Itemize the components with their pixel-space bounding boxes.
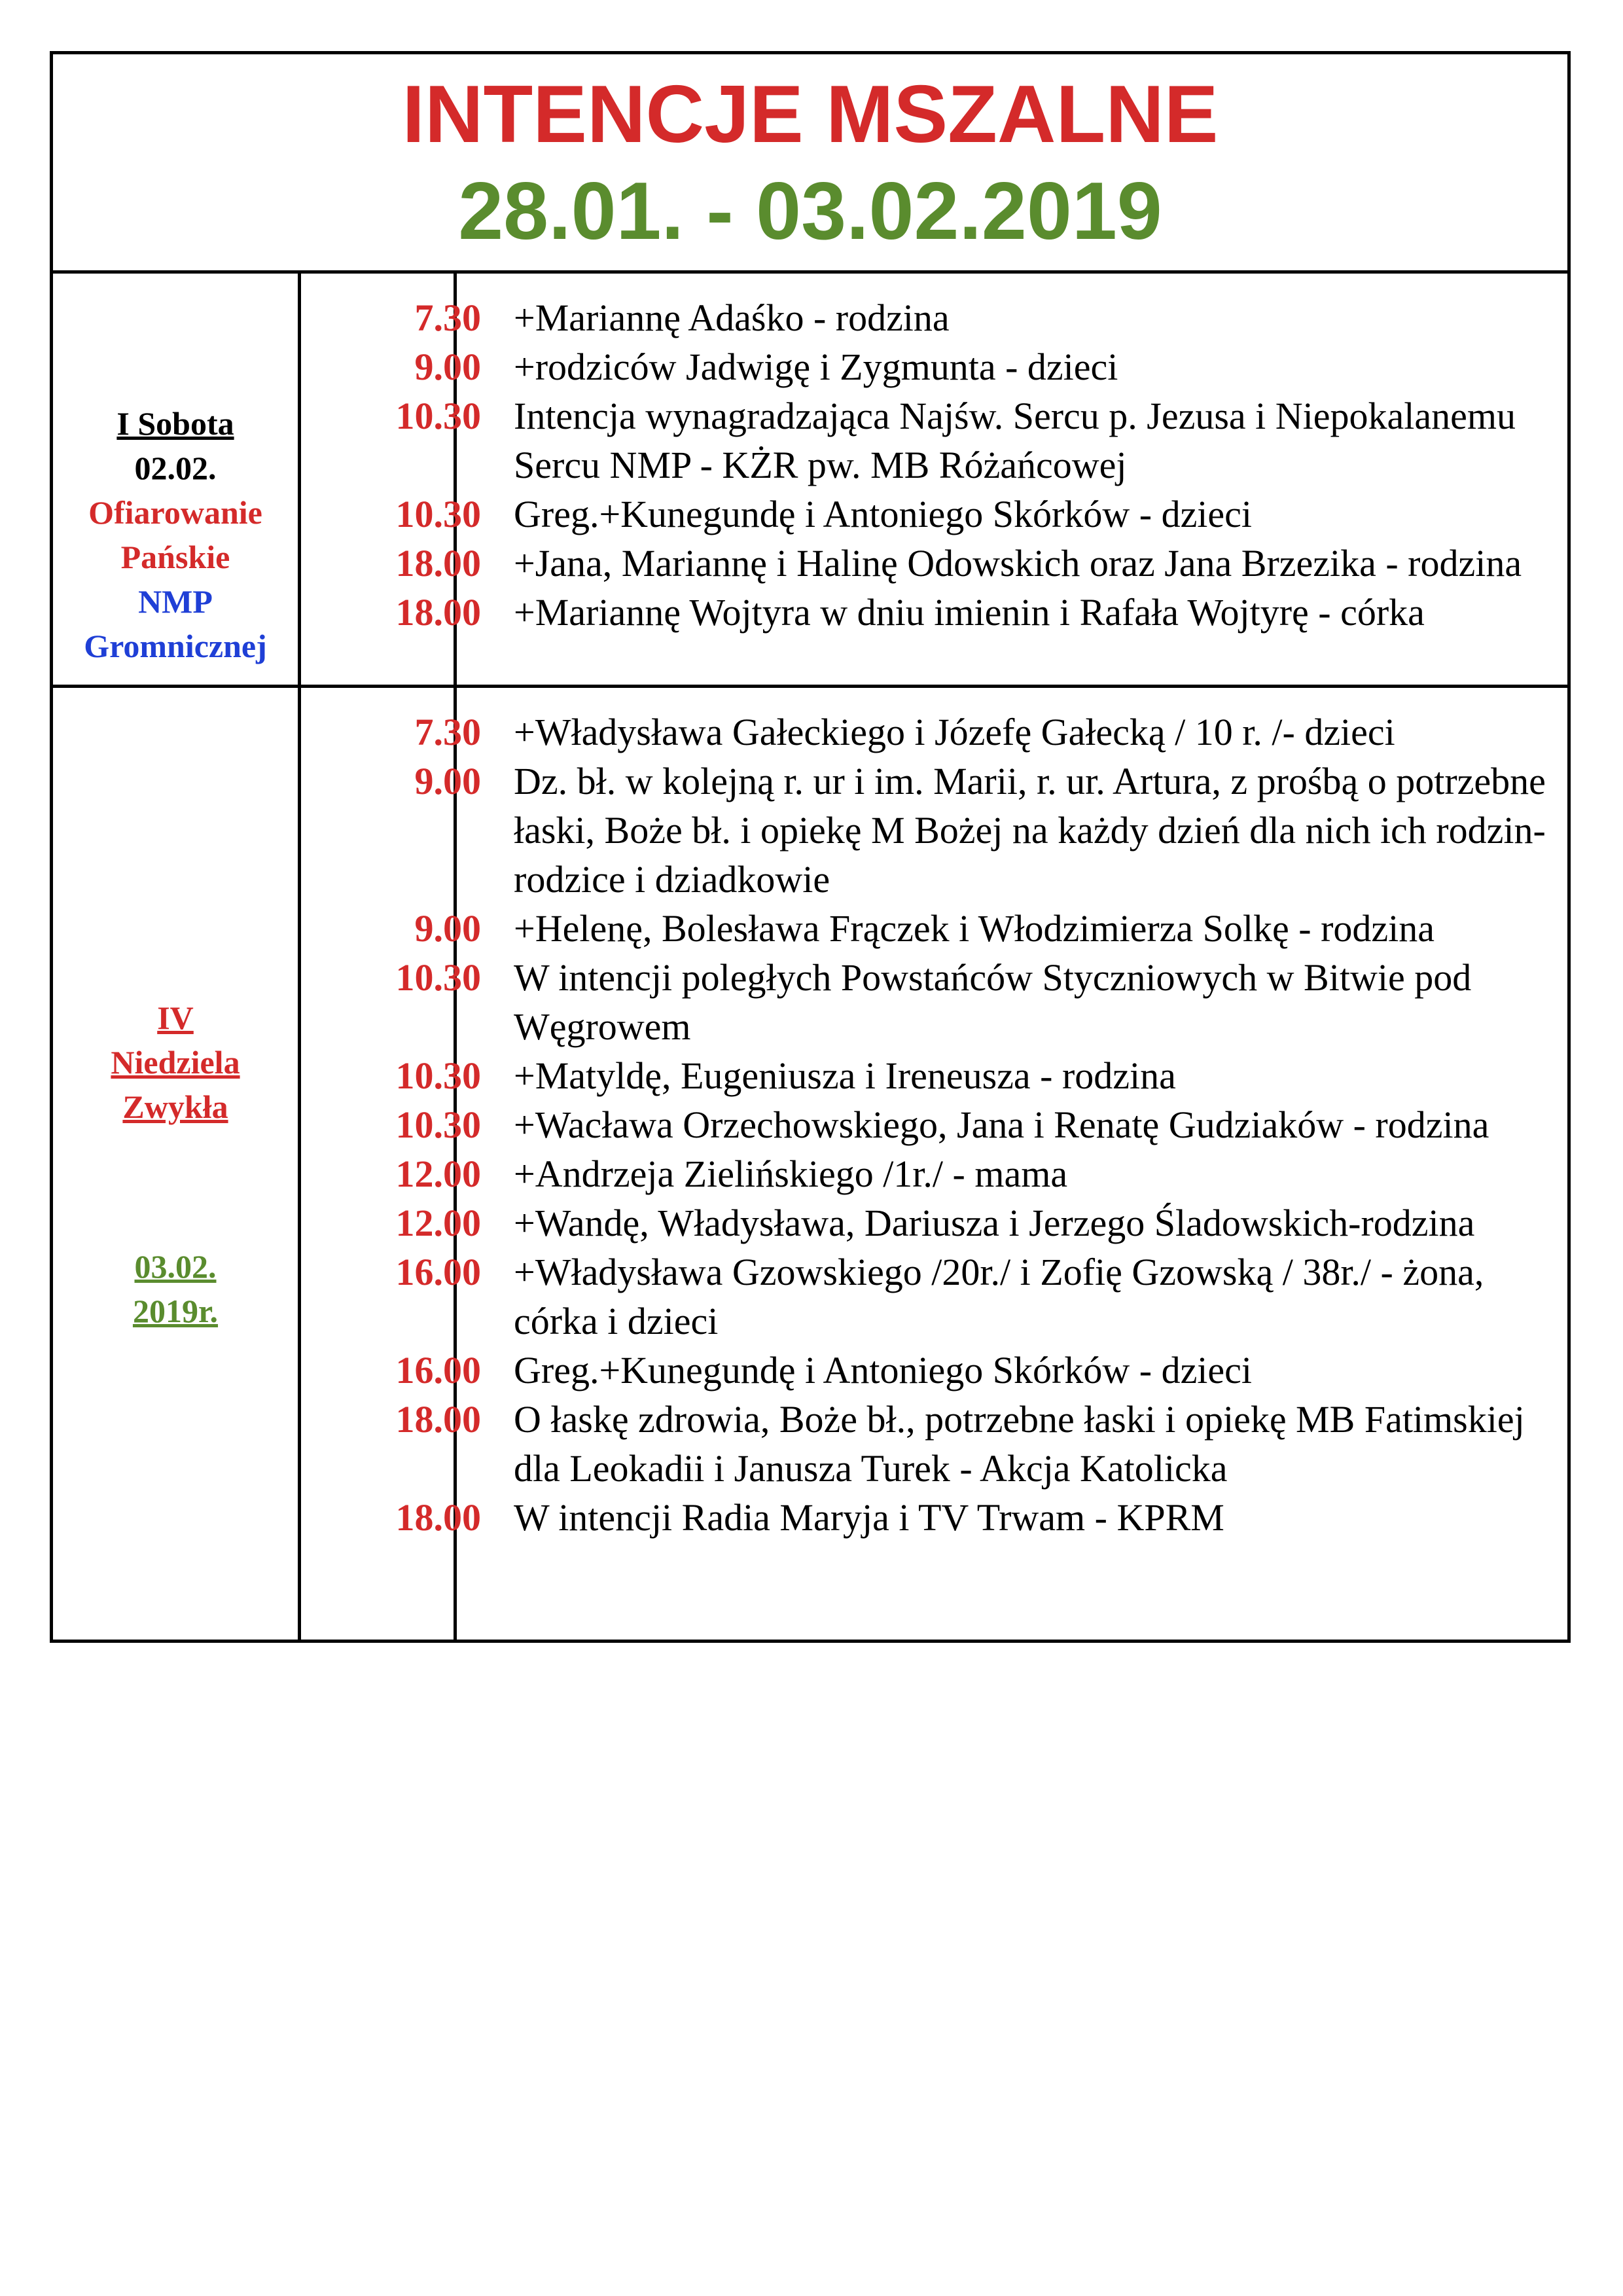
date-range: 28.01. - 03.02.2019 bbox=[458, 166, 1162, 257]
mass-time: 12.00 bbox=[395, 1153, 481, 1195]
feast-name-line: Gromnicznej bbox=[84, 628, 267, 664]
table-header bbox=[53, 54, 1567, 274]
mass-time: 16.00 bbox=[395, 1349, 481, 1391]
day-date-line: 03.02. bbox=[134, 1248, 217, 1285]
intentions-table bbox=[50, 51, 1571, 1643]
mass-intention: +Mariannę Wojtyra w dniu imienin i Rafała Wojtyrę - córka bbox=[514, 591, 1425, 634]
list-item bbox=[53, 1247, 1567, 1346]
mass-time: 10.30 bbox=[395, 956, 481, 999]
day-date: 02.02. bbox=[134, 450, 217, 486]
mass-intention: +Wandę, Władysława, Dariusza i Jerzego Śladowskich-rodzina bbox=[514, 1202, 1475, 1244]
mass-time: 9.00 bbox=[414, 346, 481, 388]
page-title: INTENCJE MSZALNE bbox=[402, 69, 1219, 160]
feast-name-line: Ofiarowanie bbox=[88, 494, 262, 531]
mass-intention: +Helenę, Bolesława Frączek i Włodzimierza Solkę - rodzina bbox=[514, 907, 1435, 950]
mass-time: 10.30 bbox=[395, 395, 481, 437]
mass-intention: Dz. bł. w kolejną r. ur i im. Marii, r. ur. Artura, z prośbą o potrzebne łaski, Boże bł. i opiekę M Bożej na każdy dzień dla nich ich rodzin-rodzice i dziadkowie bbox=[514, 760, 1546, 901]
mass-intention: +Jana, Mariannę i Halinę Odowskich oraz Jana Brzezika - rodzina bbox=[514, 542, 1522, 584]
mass-time: 12.00 bbox=[395, 1202, 481, 1244]
list-item bbox=[53, 1100, 1567, 1149]
mass-intention: Greg.+Kunegundę i Antoniego Skórków - dzieci bbox=[514, 493, 1253, 535]
mass-time: 18.00 bbox=[395, 591, 481, 634]
list-item bbox=[53, 391, 1567, 490]
list-item bbox=[53, 1346, 1567, 1395]
mass-intention: +Władysława Gałeckiego i Józefę Gałecką / 10 r. /- dzieci bbox=[514, 711, 1395, 753]
list-item bbox=[53, 293, 1567, 342]
mass-intention: Greg.+Kunegundę i Antoniego Skórków - dzieci bbox=[514, 1349, 1253, 1391]
list-item bbox=[53, 1493, 1567, 1542]
mass-intention: Intencja wynagradzająca Najśw. Sercu p. Jezusa i Niepokalanemu Sercu NMP - KŻR pw. MB Różańcowej bbox=[514, 395, 1516, 486]
mass-intention: W intencji poległych Powstańców Styczniowych w Bitwie pod Węgrowem bbox=[514, 956, 1472, 1048]
day-name-line: Niedziela bbox=[111, 1044, 240, 1081]
day-section-sunday bbox=[53, 688, 1567, 1640]
list-item bbox=[53, 904, 1567, 953]
list-item bbox=[53, 757, 1567, 904]
mass-time: 9.00 bbox=[414, 760, 481, 802]
list-item bbox=[53, 539, 1567, 588]
feast-name-line: Pańskie bbox=[120, 539, 230, 575]
list-item bbox=[53, 1198, 1567, 1247]
list-item bbox=[53, 953, 1567, 1051]
mass-time: 18.00 bbox=[395, 1496, 481, 1539]
mass-time: 10.30 bbox=[395, 1103, 481, 1146]
day-name-line: IV bbox=[157, 999, 194, 1036]
mass-time: 18.00 bbox=[395, 542, 481, 584]
mass-intention: +Matyldę, Eugeniusza i Ireneusza - rodzina bbox=[514, 1054, 1176, 1097]
entries-list bbox=[53, 708, 1567, 1542]
mass-time: 9.00 bbox=[414, 907, 481, 950]
mass-intention: W intencji Radia Maryja i TV Trwam - KPRM bbox=[514, 1496, 1224, 1539]
list-item bbox=[53, 490, 1567, 539]
mass-intention: +rodziców Jadwigę i Zygmunta - dzieci bbox=[514, 346, 1118, 388]
list-item bbox=[53, 588, 1567, 637]
day-date-line: 2019r. bbox=[132, 1293, 219, 1329]
mass-time: 18.00 bbox=[395, 1398, 481, 1441]
list-item bbox=[53, 342, 1567, 391]
mass-intention: +Wacława Orzechowskiego, Jana i Renatę Gudziaków - rodzina bbox=[514, 1103, 1489, 1146]
mass-intention: +Mariannę Adaśko - rodzina bbox=[514, 296, 950, 339]
list-item bbox=[53, 1395, 1567, 1493]
mass-intention: +Andrzeja Zielińskiego /1r./ - mama bbox=[514, 1153, 1068, 1195]
mass-time: 16.00 bbox=[395, 1251, 481, 1293]
mass-time: 7.30 bbox=[414, 711, 481, 753]
list-item bbox=[53, 708, 1567, 757]
mass-time: 7.30 bbox=[414, 296, 481, 339]
mass-time: 10.30 bbox=[395, 1054, 481, 1097]
day-name-line: Zwykła bbox=[122, 1088, 228, 1125]
mass-intention: +Władysława Gzowskiego /20r./ i Zofię Gzowską / 38r./ - żona, córka i dzieci bbox=[514, 1251, 1484, 1342]
entries-list bbox=[53, 293, 1567, 637]
mass-time: 10.30 bbox=[395, 493, 481, 535]
mass-intention: O łaskę zdrowia, Boże bł., potrzebne łaski i opiekę MB Fatimskiej dla Leokadii i Janusza Turek - Akcja Katolicka bbox=[514, 1398, 1525, 1490]
day-section-saturday bbox=[53, 274, 1567, 688]
list-item bbox=[53, 1149, 1567, 1198]
list-item bbox=[53, 1051, 1567, 1100]
day-name: I Sobota bbox=[116, 405, 234, 442]
feast-name-line: NMP bbox=[138, 583, 213, 620]
